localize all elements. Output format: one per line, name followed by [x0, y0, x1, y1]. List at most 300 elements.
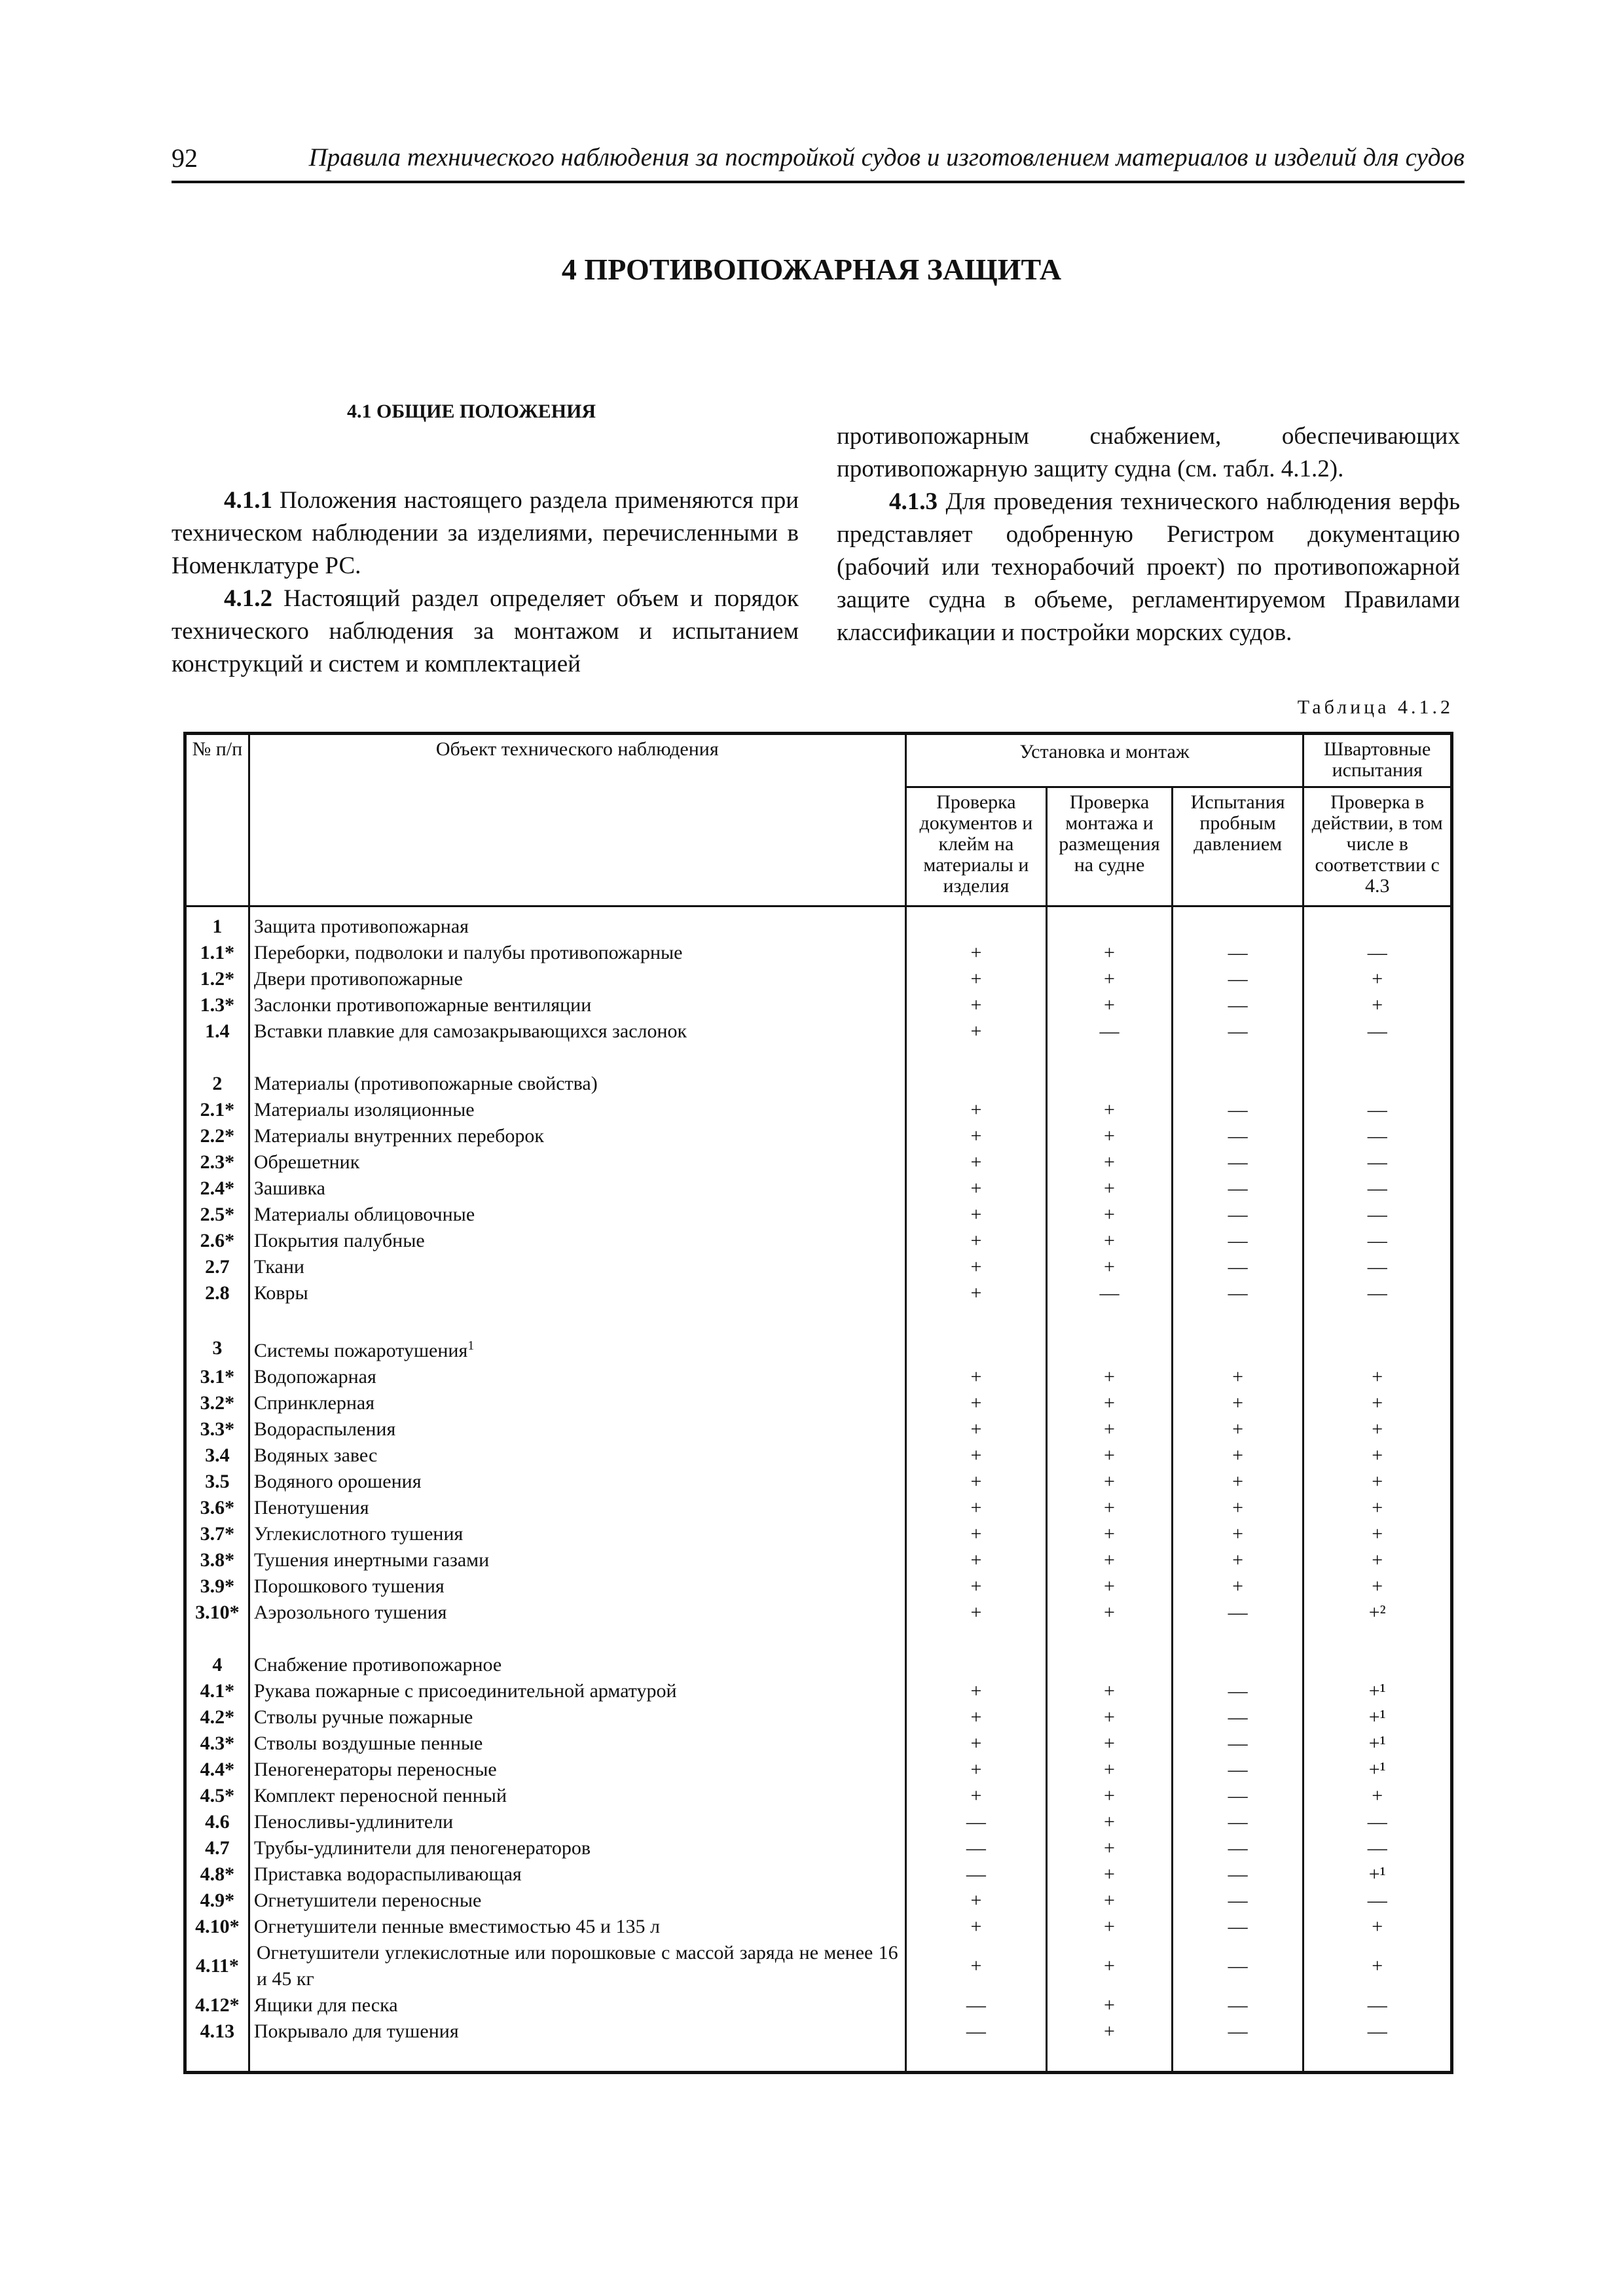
- row-object-text: Зашивка: [253, 1177, 325, 1199]
- row-mark: [905, 1071, 1046, 1097]
- row-mark: [1304, 914, 1452, 940]
- table-row: [185, 1888, 1452, 1914]
- row-mark: —: [1047, 1018, 1173, 1045]
- row-mark: +: [1304, 1469, 1452, 1495]
- row-object-text: Водораспыления: [253, 1418, 396, 1440]
- row-mark: +: [1172, 1547, 1304, 1573]
- row-mark: —: [1172, 1704, 1304, 1731]
- row-object-text: Пеносливы-удлинители: [253, 1811, 454, 1833]
- header-operation-test: Проверка в действии, в том числе в соответствии с 4.3: [1304, 787, 1452, 906]
- row-mark: —: [1172, 1202, 1304, 1228]
- spacer-cell: [1172, 906, 1304, 914]
- row-object-text: Стволы воздушные пенные: [253, 1732, 483, 1754]
- row-object-text: Стволы ручные пожарные: [253, 1706, 473, 1728]
- row-number: 4.1*: [185, 1678, 249, 1704]
- table-row: [185, 1547, 1452, 1573]
- row-mark: +: [1172, 1469, 1304, 1495]
- row-mark: +: [1304, 1443, 1452, 1469]
- row-object: [249, 1757, 905, 1783]
- spacer-cell: [905, 906, 1046, 914]
- row-mark: +: [905, 1495, 1046, 1521]
- blank-row: [185, 1306, 1452, 1333]
- row-mark: —: [1304, 1835, 1452, 1861]
- row-mark: +: [1304, 1783, 1452, 1809]
- spacer-cell: [185, 906, 249, 914]
- table-row: [185, 1202, 1452, 1228]
- table-row: [185, 1495, 1452, 1521]
- row-object: [249, 1254, 905, 1280]
- row-mark: —: [1172, 1809, 1304, 1835]
- row-object-text: Защита противопожарная: [253, 916, 469, 937]
- row-mark: +: [1047, 1254, 1173, 1280]
- row-object: [249, 1573, 905, 1600]
- row-mark: —: [1304, 2018, 1452, 2045]
- row-mark: +: [1172, 1416, 1304, 1443]
- table-row: [185, 1731, 1452, 1757]
- paragraph-4-1-1: [172, 484, 799, 583]
- row-number: 3.5: [185, 1469, 249, 1495]
- row-mark: +: [905, 1600, 1046, 1626]
- table-row: [185, 1280, 1452, 1306]
- row-number: 2.8: [185, 1280, 249, 1306]
- row-mark: [905, 1652, 1046, 1678]
- blank-cell: [1047, 1626, 1173, 1652]
- row-mark: +²: [1304, 1600, 1452, 1626]
- row-number: 4.7: [185, 1835, 249, 1861]
- row-mark: +: [1047, 1600, 1173, 1626]
- header-check-install: Проверка монтажа и размещения на судне: [1047, 787, 1173, 906]
- row-number: 1.4: [185, 1018, 249, 1045]
- row-mark: +: [1304, 1521, 1452, 1547]
- row-mark: +: [905, 1573, 1046, 1600]
- row-mark: —: [1172, 1914, 1304, 1940]
- blank-cell: [249, 1306, 905, 1333]
- running-title: Правила технического наблюдения за постройкой судов и изготовлением материалов и изделий для судов: [308, 143, 1465, 171]
- row-mark: —: [1304, 1888, 1452, 1914]
- table-row: [185, 1573, 1452, 1600]
- row-mark: +¹: [1304, 1704, 1452, 1731]
- row-object-text: Комплект переносной пенный: [253, 1785, 507, 1806]
- row-object-text: Аэрозольного тушения: [253, 1602, 447, 1623]
- row-mark: +: [905, 992, 1046, 1018]
- row-object-text: Ткани: [253, 1256, 304, 1278]
- table-row: [185, 1809, 1452, 1835]
- row-mark: —: [1172, 1254, 1304, 1280]
- row-number: 2.1*: [185, 1097, 249, 1123]
- row-mark: +: [905, 1228, 1046, 1254]
- row-mark: [1047, 1071, 1173, 1097]
- row-object-text: Материалы внутренних переборок: [253, 1125, 544, 1147]
- row-mark: +: [905, 1757, 1046, 1783]
- row-mark: +: [905, 1123, 1046, 1149]
- row-mark: +: [1047, 1443, 1173, 1469]
- row-mark: +: [905, 1783, 1046, 1809]
- row-mark: +: [905, 1097, 1046, 1123]
- page-number: 92: [172, 143, 198, 173]
- row-mark: +: [1047, 1835, 1173, 1861]
- row-mark: —: [1304, 1809, 1452, 1835]
- row-mark: —: [1304, 1280, 1452, 1306]
- blank-cell: [185, 1306, 249, 1333]
- row-mark: +: [1047, 1731, 1173, 1757]
- header-install: Установка и монтаж: [905, 734, 1304, 787]
- row-object: [249, 966, 905, 992]
- table-row: [185, 1018, 1452, 1045]
- row-mark: +: [905, 1940, 1046, 1992]
- row-mark: +: [905, 1521, 1046, 1547]
- table-row: [185, 1835, 1452, 1861]
- row-number: 3.7*: [185, 1521, 249, 1547]
- row-object: [249, 914, 905, 940]
- row-mark: +: [1047, 1390, 1173, 1416]
- row-object: [249, 1149, 905, 1175]
- row-object-text: Заслонки противопожарные вентиляции: [253, 994, 592, 1016]
- row-mark: [1304, 1071, 1452, 1097]
- row-number: 3.2*: [185, 1390, 249, 1416]
- row-number: 4.10*: [185, 1914, 249, 1940]
- row-object-text: Обрешетник: [253, 1151, 360, 1173]
- row-mark: +: [1047, 992, 1173, 1018]
- table-row: [185, 1704, 1452, 1731]
- row-object: [249, 1940, 905, 1992]
- row-mark: +: [1047, 1202, 1173, 1228]
- row-mark: —: [1172, 1280, 1304, 1306]
- table-row: [185, 1652, 1452, 1678]
- blank-cell: [249, 1626, 905, 1652]
- row-number: 4.13: [185, 2018, 249, 2045]
- row-mark: +: [905, 1547, 1046, 1573]
- row-mark: +: [905, 1364, 1046, 1390]
- row-number: 3.8*: [185, 1547, 249, 1573]
- row-mark: +: [905, 1018, 1046, 1045]
- blank-cell: [1172, 1045, 1304, 1071]
- row-mark: —: [1172, 1940, 1304, 1992]
- row-mark: —: [905, 2018, 1046, 2045]
- paragraph-4-1-2-continued: противопожарным снабжением, обеспечивающих противопожарную защиту судна (см. табл. 4.1.2).: [837, 423, 1460, 482]
- row-mark: —: [1172, 1783, 1304, 1809]
- row-object: [249, 1495, 905, 1521]
- row-mark: +: [905, 940, 1046, 966]
- row-object-text: Ковры: [253, 1282, 308, 1304]
- row-mark: —: [1172, 1228, 1304, 1254]
- row-object: [249, 2018, 905, 2045]
- row-mark: +: [1172, 1443, 1304, 1469]
- row-number: 1: [185, 914, 249, 940]
- paragraph-4-1-2: [172, 583, 799, 681]
- row-number: 2.3*: [185, 1149, 249, 1175]
- spacer-row: [185, 2045, 1452, 2073]
- row-object-text: Огнетушители углекислотные или порошковые с массой заряда не менее 16 и 45 кг: [256, 1942, 898, 1990]
- row-mark: +: [905, 1175, 1046, 1202]
- row-object: [249, 1097, 905, 1123]
- para-text: Настоящий раздел определяет объем и порядок технического наблюдения за монтажом и испытанием конструкций и систем и комплектацией: [172, 585, 799, 677]
- row-number: 2.2*: [185, 1123, 249, 1149]
- row-mark: —: [1304, 1992, 1452, 2018]
- row-mark: +: [1304, 1914, 1452, 1940]
- row-object: [249, 1228, 905, 1254]
- row-mark: [1304, 1333, 1452, 1364]
- spacer-cell: [1047, 906, 1173, 914]
- row-mark: +: [1304, 1495, 1452, 1521]
- row-number: 4.9*: [185, 1888, 249, 1914]
- spacer-cell: [1047, 2045, 1173, 2073]
- row-mark: [905, 1333, 1046, 1364]
- para-number: 4.1.2: [224, 585, 272, 612]
- row-number: 4.12*: [185, 1992, 249, 2018]
- table-row: [185, 1469, 1452, 1495]
- row-mark: +: [1047, 1097, 1173, 1123]
- blank-cell: [905, 1306, 1046, 1333]
- row-mark: —: [1172, 992, 1304, 1018]
- table-row: [185, 1254, 1452, 1280]
- row-object-text: Приставка водораспыливающая: [253, 1863, 522, 1885]
- row-mark: +¹: [1304, 1731, 1452, 1757]
- row-object-text: Материалы изоляционные: [253, 1099, 475, 1121]
- row-number: 3.9*: [185, 1573, 249, 1600]
- spacer-cell: [1172, 2045, 1304, 2073]
- blank-cell: [1047, 1306, 1173, 1333]
- chapter-title: 4 ПРОТИВОПОЖАРНАЯ ЗАЩИТА: [561, 253, 1062, 286]
- row-mark: +: [1047, 1547, 1173, 1573]
- row-mark: [905, 914, 1046, 940]
- row-mark: +: [1047, 1888, 1173, 1914]
- row-mark: —: [1172, 1018, 1304, 1045]
- row-mark: +: [1047, 966, 1173, 992]
- table-row: [185, 1757, 1452, 1783]
- inspection-table: [183, 732, 1453, 2074]
- blank-cell: [249, 1045, 905, 1071]
- section-title: 4.1 ОБЩИЕ ПОЛОЖЕНИЯ: [347, 401, 596, 422]
- row-mark: —: [1172, 1600, 1304, 1626]
- row-number: 2.5*: [185, 1202, 249, 1228]
- row-object-text: Спринклерная: [253, 1392, 375, 1414]
- running-header: [172, 143, 1465, 183]
- right-column: [837, 420, 1460, 649]
- row-mark: [1172, 1333, 1304, 1364]
- row-object-text: Покрытия палубные: [253, 1230, 425, 1251]
- row-mark: +: [1047, 1704, 1173, 1731]
- row-mark: [1304, 1652, 1452, 1678]
- spacer-cell: [905, 2045, 1046, 2073]
- row-number: 4.2*: [185, 1704, 249, 1731]
- row-mark: —: [1304, 1228, 1452, 1254]
- row-object-text: Пенотушения: [253, 1497, 369, 1518]
- row-object-text: Переборки, подволоки и палубы противопожарные: [253, 942, 683, 963]
- row-object-text: Ящики для песка: [253, 1994, 398, 2016]
- row-mark: +: [1047, 1364, 1173, 1390]
- row-object: [249, 1835, 905, 1861]
- table-row: [185, 1600, 1452, 1626]
- blank-row: [185, 1045, 1452, 1071]
- row-object-text: Тушения инертными газами: [253, 1549, 490, 1571]
- spacer-cell: [249, 2045, 905, 2073]
- spacer-cell: [185, 2045, 249, 2073]
- row-object: [249, 1071, 905, 1097]
- row-object: [249, 1018, 905, 1045]
- row-mark: +: [1047, 1521, 1173, 1547]
- row-mark: +: [905, 1390, 1046, 1416]
- row-mark: —: [1172, 1731, 1304, 1757]
- row-mark: —: [1172, 1175, 1304, 1202]
- row-object: [249, 1914, 905, 1940]
- blank-cell: [905, 1626, 1046, 1652]
- row-mark: +: [1047, 1940, 1173, 1992]
- table-row: [185, 966, 1452, 992]
- row-mark: +: [1047, 1175, 1173, 1202]
- header-num: № п/п: [185, 734, 249, 906]
- row-mark: —: [1047, 1280, 1173, 1306]
- table-row: [185, 1416, 1452, 1443]
- blank-cell: [1304, 1626, 1452, 1652]
- row-number: 2: [185, 1071, 249, 1097]
- table-row: [185, 1992, 1452, 2018]
- row-mark: +: [1047, 1228, 1173, 1254]
- row-number: 4: [185, 1652, 249, 1678]
- row-mark: +: [1172, 1495, 1304, 1521]
- row-mark: +: [905, 1914, 1046, 1940]
- row-mark: —: [905, 1861, 1046, 1888]
- row-mark: +: [1304, 1547, 1452, 1573]
- row-mark: —: [1172, 1757, 1304, 1783]
- row-object-text: Рукава пожарные с присоединительной арматурой: [253, 1680, 677, 1702]
- blank-cell: [1304, 1306, 1452, 1333]
- row-number: 4.6: [185, 1809, 249, 1835]
- row-number: 3.1*: [185, 1364, 249, 1390]
- row-mark: —: [905, 1992, 1046, 2018]
- row-mark: [1047, 1333, 1173, 1364]
- row-mark: [1172, 1652, 1304, 1678]
- row-mark: +: [905, 1202, 1046, 1228]
- row-mark: +¹: [1304, 1678, 1452, 1704]
- row-object-text: Водяного орошения: [253, 1471, 422, 1492]
- row-mark: +: [905, 1149, 1046, 1175]
- row-object: [249, 1888, 905, 1914]
- row-mark: —: [1172, 1861, 1304, 1888]
- row-mark: +: [1304, 1390, 1452, 1416]
- row-number: 1.1*: [185, 940, 249, 966]
- row-mark: +: [1304, 1940, 1452, 1992]
- table-row: [185, 1940, 1452, 1992]
- row-object-text: Огнетушители переносные: [253, 1890, 482, 1911]
- row-object: [249, 1333, 905, 1364]
- row-number: 3.4: [185, 1443, 249, 1469]
- row-object-text: Водяных завес: [253, 1444, 378, 1466]
- row-mark: +: [1172, 1573, 1304, 1600]
- row-object: [249, 1280, 905, 1306]
- row-mark: —: [1172, 1149, 1304, 1175]
- row-mark: +: [905, 1731, 1046, 1757]
- row-mark: —: [1172, 1992, 1304, 2018]
- spacer-cell: [1304, 2045, 1452, 2073]
- blank-row: [185, 1626, 1452, 1652]
- table-row: [185, 1071, 1452, 1097]
- row-mark: +: [1047, 1992, 1173, 2018]
- header-mooring: Швартовные испытания: [1304, 734, 1452, 787]
- table-row: [185, 1149, 1452, 1175]
- table-row: [185, 1861, 1452, 1888]
- row-mark: —: [1304, 940, 1452, 966]
- table-row: [185, 1123, 1452, 1149]
- row-number: 3.10*: [185, 1600, 249, 1626]
- row-object: [249, 1364, 905, 1390]
- row-mark: +: [1304, 1416, 1452, 1443]
- row-object: [249, 1731, 905, 1757]
- row-mark: +: [1047, 2018, 1173, 2045]
- row-mark: +: [1047, 1757, 1173, 1783]
- row-object: [249, 1547, 905, 1573]
- row-mark: +: [1047, 1861, 1173, 1888]
- row-object: [249, 940, 905, 966]
- row-mark: —: [1172, 1097, 1304, 1123]
- blank-cell: [1304, 1045, 1452, 1071]
- blank-cell: [185, 1045, 249, 1071]
- table-row: [185, 1097, 1452, 1123]
- row-object: [249, 1390, 905, 1416]
- row-mark: +: [1047, 940, 1173, 966]
- row-mark: +¹: [1304, 1757, 1452, 1783]
- para-text: Положения настоящего раздела применяются при техническом наблюдении за изделиями, перечисленными в Номенклатуре РС.: [172, 487, 799, 579]
- row-object: [249, 1600, 905, 1626]
- header-object: Объект технического наблюдения: [249, 734, 905, 906]
- row-number: 4.8*: [185, 1861, 249, 1888]
- table-row: [185, 914, 1452, 940]
- row-mark: —: [1172, 1835, 1304, 1861]
- row-mark: +: [905, 1254, 1046, 1280]
- footnote-ref: 1: [467, 1338, 475, 1353]
- table-row: [185, 1914, 1452, 1940]
- row-mark: [1172, 1071, 1304, 1097]
- table-row: [185, 1228, 1452, 1254]
- row-mark: +: [905, 1888, 1046, 1914]
- row-mark: —: [1172, 966, 1304, 992]
- row-object: [249, 1521, 905, 1547]
- row-mark: [1047, 914, 1173, 940]
- row-mark: +: [1304, 1573, 1452, 1600]
- row-number: 4.4*: [185, 1757, 249, 1783]
- row-object-text: Пеногенераторы переносные: [253, 1759, 497, 1780]
- row-object-text: Материалы (противопожарные свойства): [253, 1073, 598, 1094]
- row-mark: —: [905, 1809, 1046, 1835]
- table-row: [185, 1390, 1452, 1416]
- row-mark: [1172, 914, 1304, 940]
- row-object-text: Углекислотного тушения: [253, 1523, 464, 1545]
- row-mark: —: [1304, 1097, 1452, 1123]
- row-object: [249, 1678, 905, 1704]
- row-mark: +: [1047, 1149, 1173, 1175]
- row-mark: +: [1304, 966, 1452, 992]
- row-object-text: Вставки плавкие для самозакрывающихся заслонок: [253, 1020, 687, 1042]
- row-mark: —: [1172, 1888, 1304, 1914]
- row-object-text: Снабжение противопожарное: [253, 1654, 502, 1676]
- table-row: [185, 992, 1452, 1018]
- table-row: [185, 1443, 1452, 1469]
- row-object: [249, 1783, 905, 1809]
- row-object: [249, 1416, 905, 1443]
- row-object: [249, 1175, 905, 1202]
- row-mark: +: [1172, 1364, 1304, 1390]
- row-number: 1.3*: [185, 992, 249, 1018]
- table-row: [185, 1364, 1452, 1390]
- row-number: 2.6*: [185, 1228, 249, 1254]
- blank-cell: [1172, 1306, 1304, 1333]
- row-mark: +: [1047, 1914, 1173, 1940]
- row-object-text: Двери противопожарные: [253, 968, 463, 990]
- blank-cell: [905, 1045, 1046, 1071]
- row-object-text: Системы пожаротушения: [253, 1340, 468, 1361]
- row-mark: +: [905, 966, 1046, 992]
- table-row: [185, 1678, 1452, 1704]
- spacer-row: [185, 906, 1452, 914]
